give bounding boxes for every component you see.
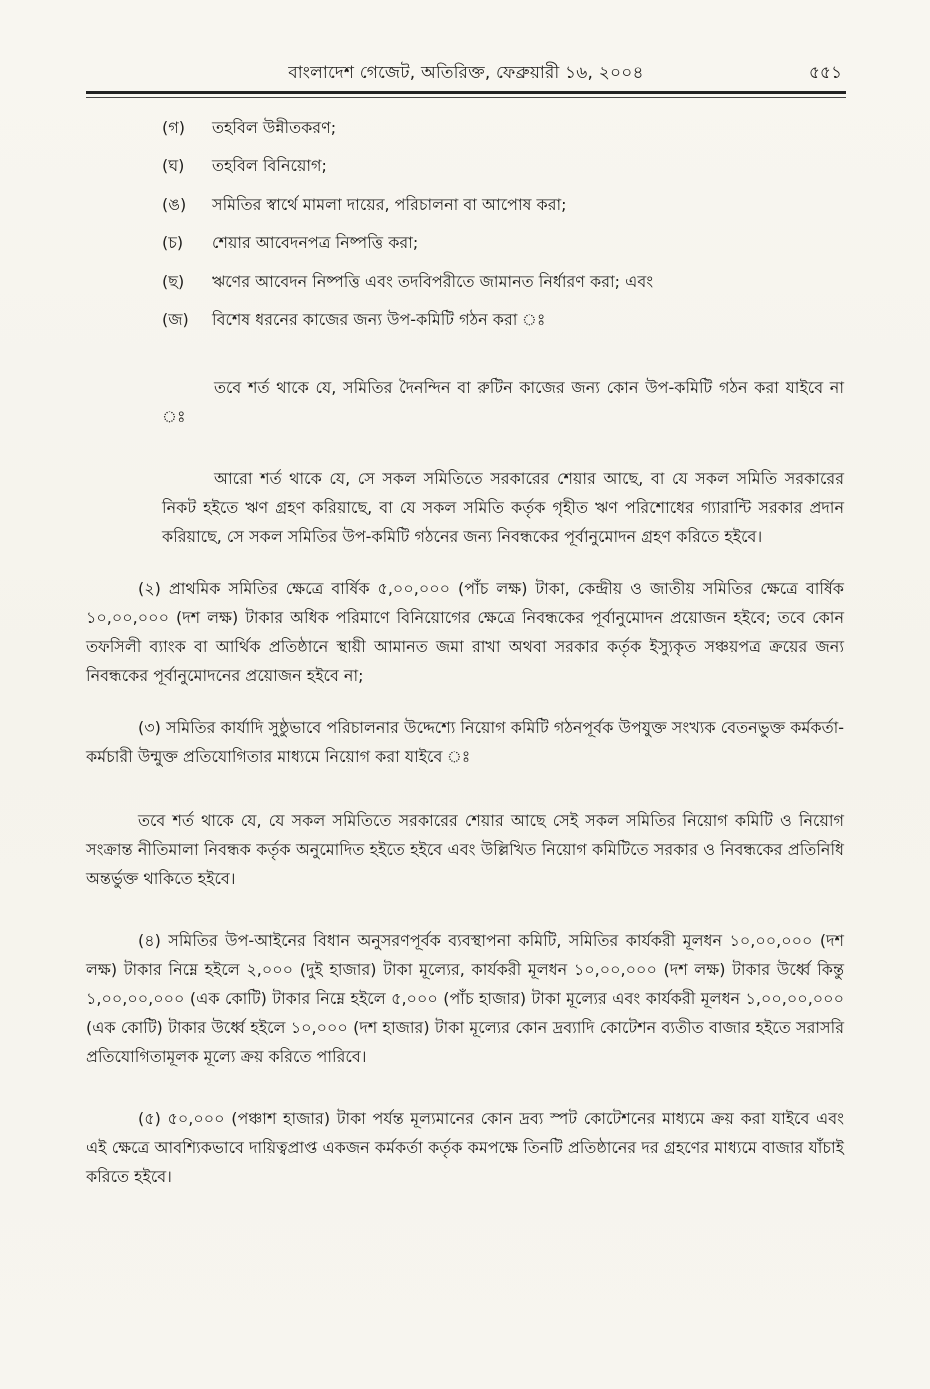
list-item-text: সমিতির স্বার্থে মামলা দায়ের, পরিচালনা বা আপোষ করা; bbox=[212, 194, 567, 214]
list-item-text: শেয়ার আবেদনপত্র নিষ্পত্তি করা; bbox=[212, 233, 419, 253]
list-item bbox=[162, 108, 844, 147]
header-rule-thin bbox=[86, 97, 846, 98]
page-number: ৫৫১ bbox=[808, 63, 842, 83]
section-3-proviso-paragraph: তবে শর্ত থাকে যে, যে সকল সমিতিতে সরকারের শেয়ার আছে সেই সকল সমিতির নিয়োগ কমিটি ও নিয়োগ সংক্রান্ত নীতিমালা নিবন্ধক কর্তৃক অনুমোদিত হইতে হইবে এবং উল্লিখিত নিয়োগ কমিটিতে সরকার ও নিবন্ধকের প্রতিনিধি অন্তর্ভুক্ত থাকিতে হইবে। bbox=[86, 811, 844, 888]
list-item bbox=[162, 224, 844, 263]
list-item bbox=[162, 147, 844, 186]
list-item bbox=[162, 185, 844, 224]
section-4-paragraph: (৪) সমিতির উপ-আইনের বিধান অনুসরণপূর্বক ব্যবস্থাপনা কমিটি, সমিতির কার্যকরী মূলধন ১০,০০,০০০ (দশ লক্ষ) টাকার নিম্নে হইলে ২,০০০ (দুই হাজার) টাকা মূল্যের, কার্যকরী মূলধন ১০,০০,০০০ (দশ লক্ষ) টাকার উর্ধ্বে কিন্তু ১,০০,০০,০০০ (এক কোটি) টাকার নিম্নে হইলে ৫,০০০ (পাঁচ হাজার) টাকা মূল্যের এবং কার্যকরী মূলধন ১,০০,০০,০০০ (এক কোটি) টাকার উর্ধ্বে হইলে ১০,০০০ (দশ হাজার) টাকা মূল্যের কোন দ্রব্যাদি কোটেশন ব্যতীত বাজার হইতে সরাসরি প্রতিযোগিতামূলক মূল্যে ক্রয় করিতে পারিবে। bbox=[86, 931, 844, 1066]
section-2-paragraph: (২) প্রাথমিক সমিতির ক্ষেত্রে বার্ষিক ৫,০০,০০০ (পাঁচ লক্ষ) টাকা, কেন্দ্রীয় ও জাতীয় সমিতির ক্ষেত্রে বার্ষিক ১০,০০,০০০ (দশ লক্ষ) টাকার অধিক পরিমাণে বিনিয়োগের ক্ষেত্রে নিবন্ধকের পূর্বানুমোদন প্রয়োজন হইবে; তবে কোন তফসিলী ব্যাংক বা আর্থিক প্রতিষ্ঠানে স্থায়ী আমানত জমা রাখা অথবা সরকার কর্তৃক ইস্যুকৃত সঞ্চয়পত্র ক্রয়ের জন্য নিবন্ধকের পূর্বানুমোদনের প্রয়োজন হইবে না; bbox=[86, 579, 844, 685]
proviso-paragraph-2: আরো শর্ত থাকে যে, সে সকল সমিতিতে সরকারের শেয়ার আছে, বা যে সকল সমিতি সরকারের নিকট হইতে ঋণ গ্রহণ করিয়াছে, বা যে সকল সমিতি কর্তৃক গৃহীত ঋণ পরিশোধের গ্যারান্টি সরকার প্রদান করিয়াছে, সে সকল সমিতির উপ-কমিটি গঠনের জন্য নিবন্ধকের পূর্বানুমোদন গ্রহণ করিতে হইবে। bbox=[162, 469, 844, 546]
list-item bbox=[162, 262, 844, 301]
list-item-text: বিশেষ ধরনের কাজের জন্য উপ-কমিটি গঠন করা ঃ bbox=[212, 310, 546, 330]
list-item bbox=[162, 301, 844, 340]
list-marker: (জ) bbox=[162, 310, 189, 330]
header-rule-thick bbox=[86, 91, 846, 94]
list-marker: (গ) bbox=[162, 117, 185, 137]
list-item-text: তহবিল বিনিয়োগ; bbox=[212, 156, 327, 176]
list-marker: (ঙ) bbox=[162, 194, 187, 214]
list-marker: (চ) bbox=[162, 233, 184, 253]
section-3-paragraph: (৩) সমিতির কার্যাদি সুষ্ঠুভাবে পরিচালনার উদ্দেশ্যে নিয়োগ কমিটি গঠনপূর্বক উপযুক্ত সংখ্যক বেতনভুক্ত কর্মকর্তা-কর্মচারী উন্মুক্ত প্রতিযোগিতার মাধ্যমে নিয়োগ করা যাইবে ঃ bbox=[86, 718, 844, 766]
list-marker: (ছ) bbox=[162, 271, 185, 291]
list-item-text: ঋণের আবেদন নিষ্পত্তি এবং তদবিপরীতে জামানত নির্ধারণ করা; এবং bbox=[212, 271, 654, 291]
list-item-text: তহবিল উন্নীতকরণ; bbox=[212, 117, 337, 137]
list-marker: (ঘ) bbox=[162, 156, 185, 176]
page-body bbox=[86, 108, 844, 1191]
gazette-header-title: বাংলাদেশ গেজেট, অতিরিক্ত, ফেব্রুয়ারী ১৬, ২০০৪ bbox=[288, 63, 644, 83]
page-header bbox=[86, 56, 846, 92]
proviso-paragraph-1: তবে শর্ত থাকে যে, সমিতির দৈনন্দিন বা রুটিন কাজের জন্য কোন উপ-কমিটি গঠন করা যাইবে না ঃ bbox=[162, 378, 844, 426]
clause-list bbox=[162, 108, 844, 339]
section-5-paragraph: (৫) ৫০,০০০ (পঞ্চাশ হাজার) টাকা পর্যন্ত মূল্যমানের কোন দ্রব্য স্পট কোটেশনের মাধ্যমে ক্রয় করা যাইবে এবং এই ক্ষেত্রে আবশ্যিকভাবে দায়িত্বপ্রাপ্ত একজন কর্মকর্তা কর্তৃক কমপক্ষে তিনটি প্রতিষ্ঠানের দর গ্রহণের মাধ্যমে বাজার যাঁচাই করিতে হইবে। bbox=[86, 1109, 844, 1186]
